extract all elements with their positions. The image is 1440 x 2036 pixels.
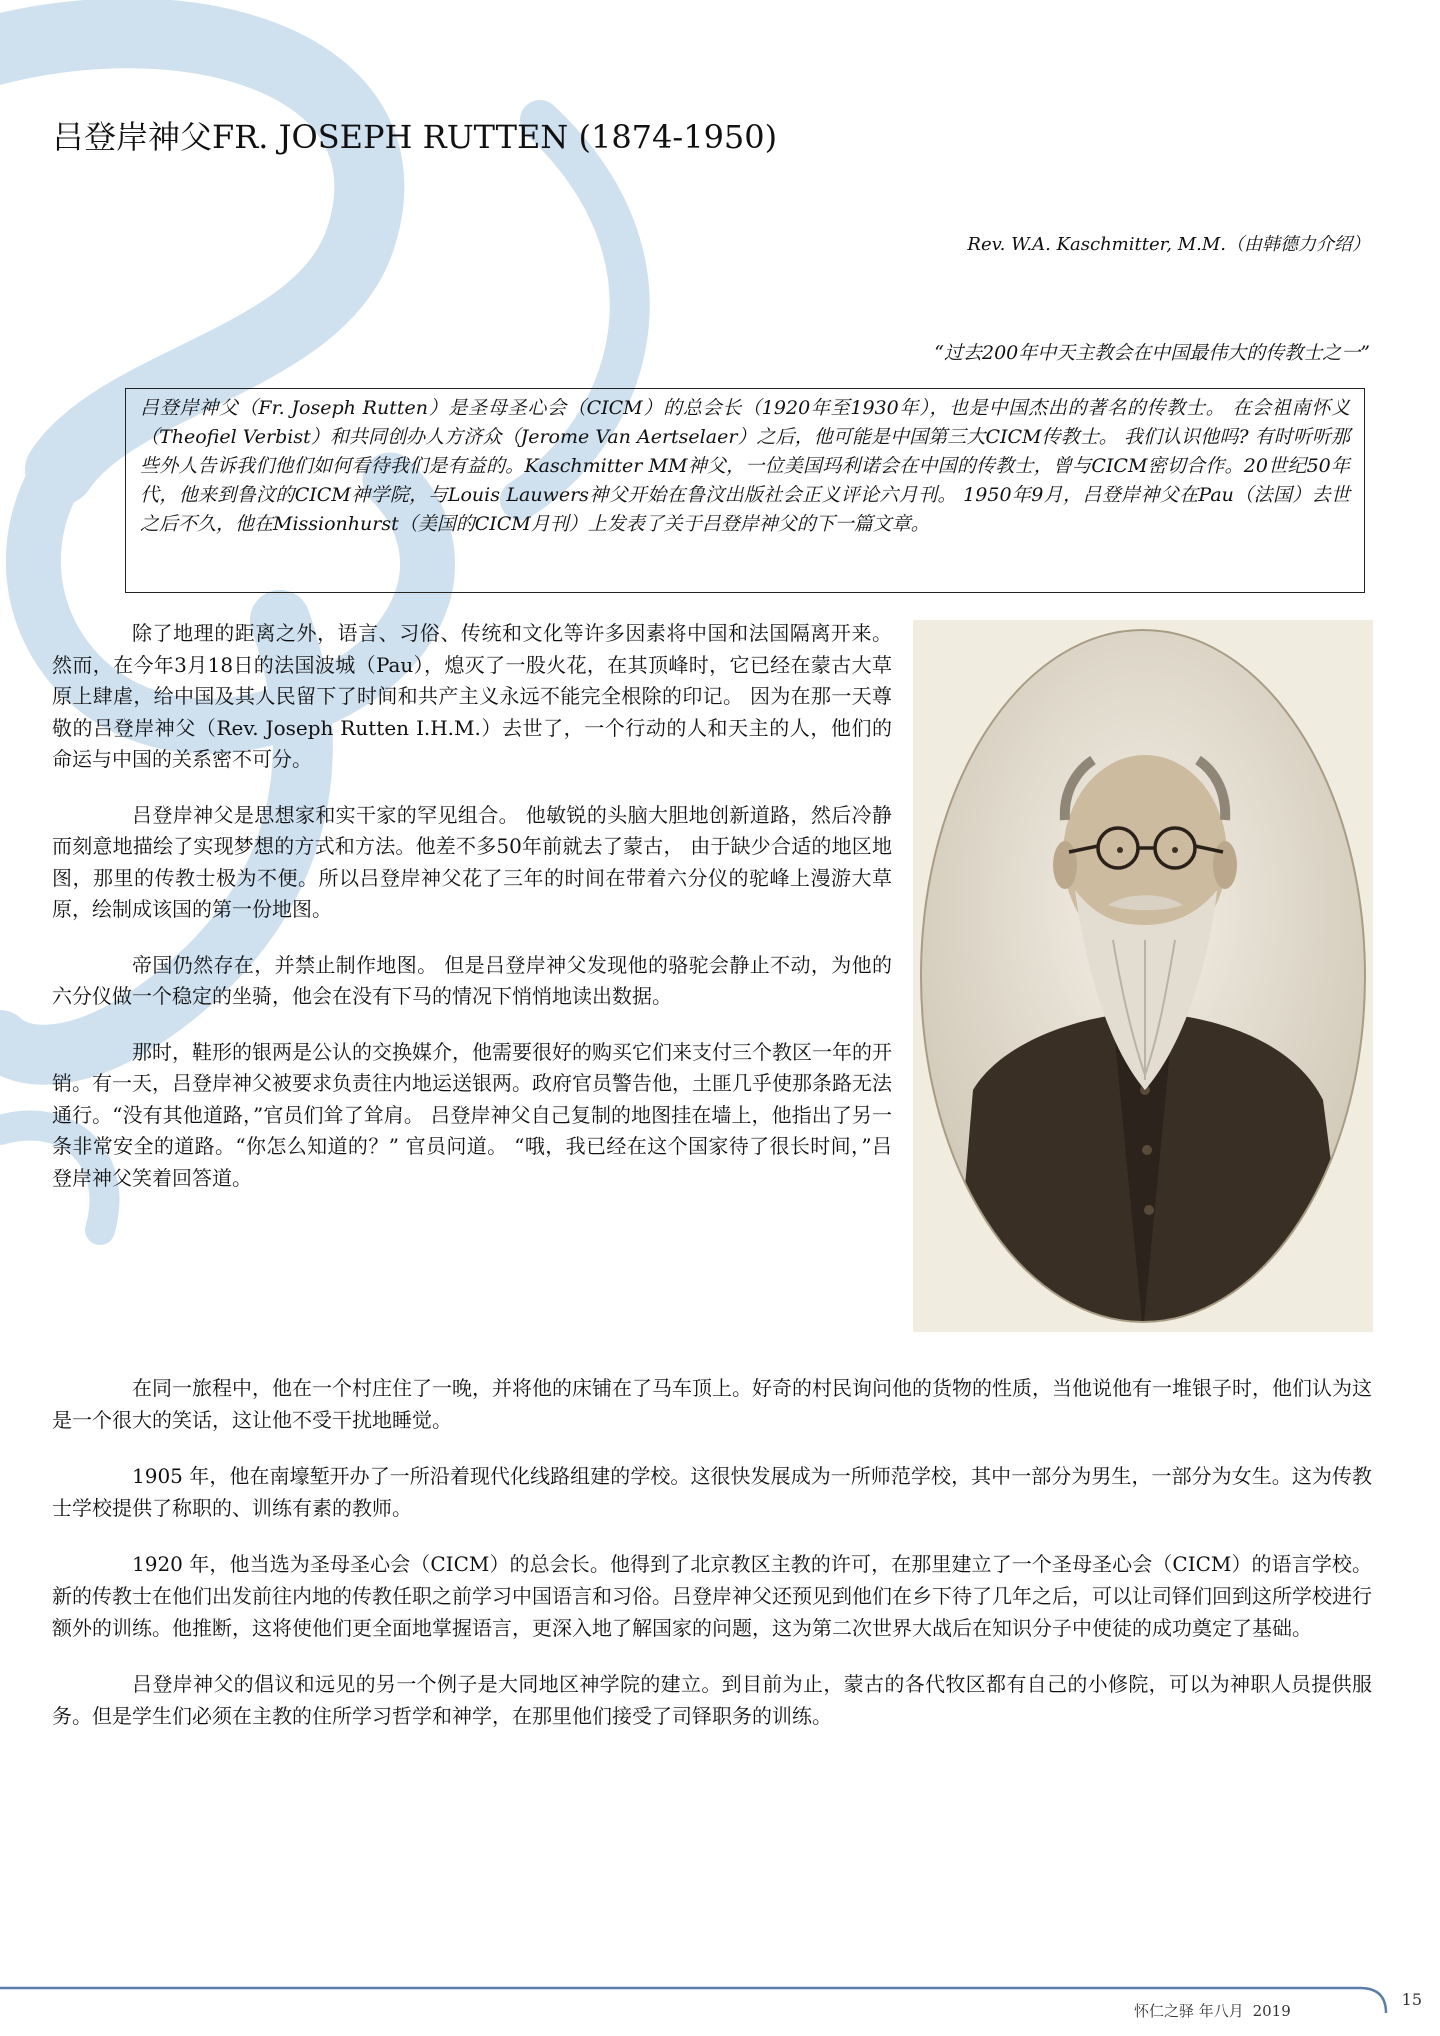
portrait-illustration [913, 620, 1373, 1332]
body-paragraph: 吕登岸神父是思想家和实干家的罕见组合。 他敏锐的头脑大胆地创新道路，然后冷静而刻意地描绘了实现梦想的方式和方法。他差不多50年前就去了蒙古， 由于缺少合适的地区地图，那里的传教士极为不便。所以吕登岸神父花了三年的时间在带着六分仪的驼峰上漫游大草原，绘制成该国的第一份地图。 [52, 802, 892, 921]
body-paragraph: 在同一旅程中，他在一个村庄住了一晚，并将他的床铺在了马车顶上。好奇的村民询问他的货物的性质，当他说他有一堆银子时，他们认为这是一个很大的笑话，这让他不受干扰地睡觉。 [52, 1376, 1372, 1432]
left-column [52, 618, 892, 1218]
footer-publication [1130, 2000, 1291, 2021]
body-paragraph: 吕登岸神父的倡议和远见的另一个例子是大同地区神学院的建立。到目前为止，蒙古的各代牧区都有自己的小修院，可以为神职人员提供服务。但是学生们必须在主教的住所学习哲学和神学，在那里他们接受了司铎职务的训练。 [52, 1672, 1372, 1728]
page-number: 15 [1401, 1990, 1422, 2009]
author-byline: Rev. W.A. Kaschmitter, M.M.（由韩德力介绍） [967, 234, 1370, 255]
intro-text: 吕登岸神父（Fr. Joseph Rutten）是圣母圣心会（CICM）的总会长（1920年至1930年），也是中国杰出的著名的传教士。 在会祖南怀义（Theofiel Verbist）和共同创办人方济众（Jerome Van Aertselaer）之后，他可能是中国第三大CICM传教士。 我们认识他吗? 有时听听那些外人告诉我们他们如何看待我们是有益的。Kaschmitter MM神父，一位美国玛利诺会在中国的传教士，曾与CICM密切合作。20世纪50年代，他来到鲁汶的CICM神学院，与Louis Lauwers神父开始在鲁汶出版社会正义评论六月刊。 1950年9月，吕登岸神父在Pau（法国）去世之后不久，他在Missionhurst（美国的CICM月刊）上发表了关于吕登岸神父的下一篇文章。 [140, 397, 1350, 535]
portrait-photo [913, 620, 1373, 1332]
article-quote: “过去200年中天主教会在中国最伟大的传教士之一” [934, 342, 1370, 364]
body-paragraph: 帝国仍然存在，并禁止制作地图。 但是吕登岸神父发现他的骆驼会静止不动，为他的六分仪做一个稳定的坐骑，他会在没有下马的情况下悄悄地读出数据。 [52, 952, 892, 1008]
body-paragraph: 1920 年，他当选为圣母圣心会（CICM）的总会长。他得到了北京教区主教的许可，在那里建立了一个圣母圣心会（CICM）的语言学校。新的传教士在他们出发前往内地的传教任职之前学习中国语言和习俗。吕登岸神父还预见到他们在乡下待了几年之后，可以让司铎们回到这所学校进行额外的训练。他推断，这将使他们更全面地掌握语言，更深入地了解国家的问题，这为第二次世界大战后在知识分子中使徒的成功奠定了基础。 [52, 1552, 1372, 1640]
intro-box [125, 388, 1365, 593]
publication-year: 2019 [1252, 2002, 1291, 2020]
body-paragraph: 除了地理的距离之外，语言、习俗、传统和文化等许多因素将中国和法国隔离开来。 然而，在今年3月18日的法国波城（Pau），熄灭了一股火花，在其顶峰时，它已经在蒙古大草原上肆虐，给中国及其人民留下了时间和共产主义永远不能完全根除的印记。 因为在那一天尊敬的吕登岸神父（Rev. Joseph Rutten I.H.M.）去世了，一个行动的人和天主的人，他们的命运与中国的关系密不可分。 [52, 621, 892, 771]
publication-name: 怀仁之驿 年八月 [1134, 2002, 1244, 2020]
body-paragraph: 1905 年，他在南壕堑开办了一所沿着现代化线路组建的学校。这很快发展成为一所师范学校，其中一部分为男生，一部分为女生。这为传教士学校提供了称职的、训练有素的教师。 [52, 1464, 1372, 1520]
full-width-body [52, 1372, 1372, 1756]
body-paragraph: 那时，鞋形的银两是公认的交换媒介，他需要很好的购买它们来支付三个教区一年的开销。有一天，吕登岸神父被要求负责往内地运送银两。政府官员警告他，土匪几乎使那条路无法通行。“没有其他道路，”官员们耸了耸肩。 吕登岸神父自己复制的地图挂在墙上，他指出了另一条非常安全的道路。“你怎么知道的？” 官员问道。 “哦，我已经在这个国家待了很长时间，”吕登岸神父笑着回答道。 [52, 1039, 892, 1190]
article-title: 吕登岸神父FR. JOSEPH RUTTEN (1874-1950) [52, 118, 778, 156]
